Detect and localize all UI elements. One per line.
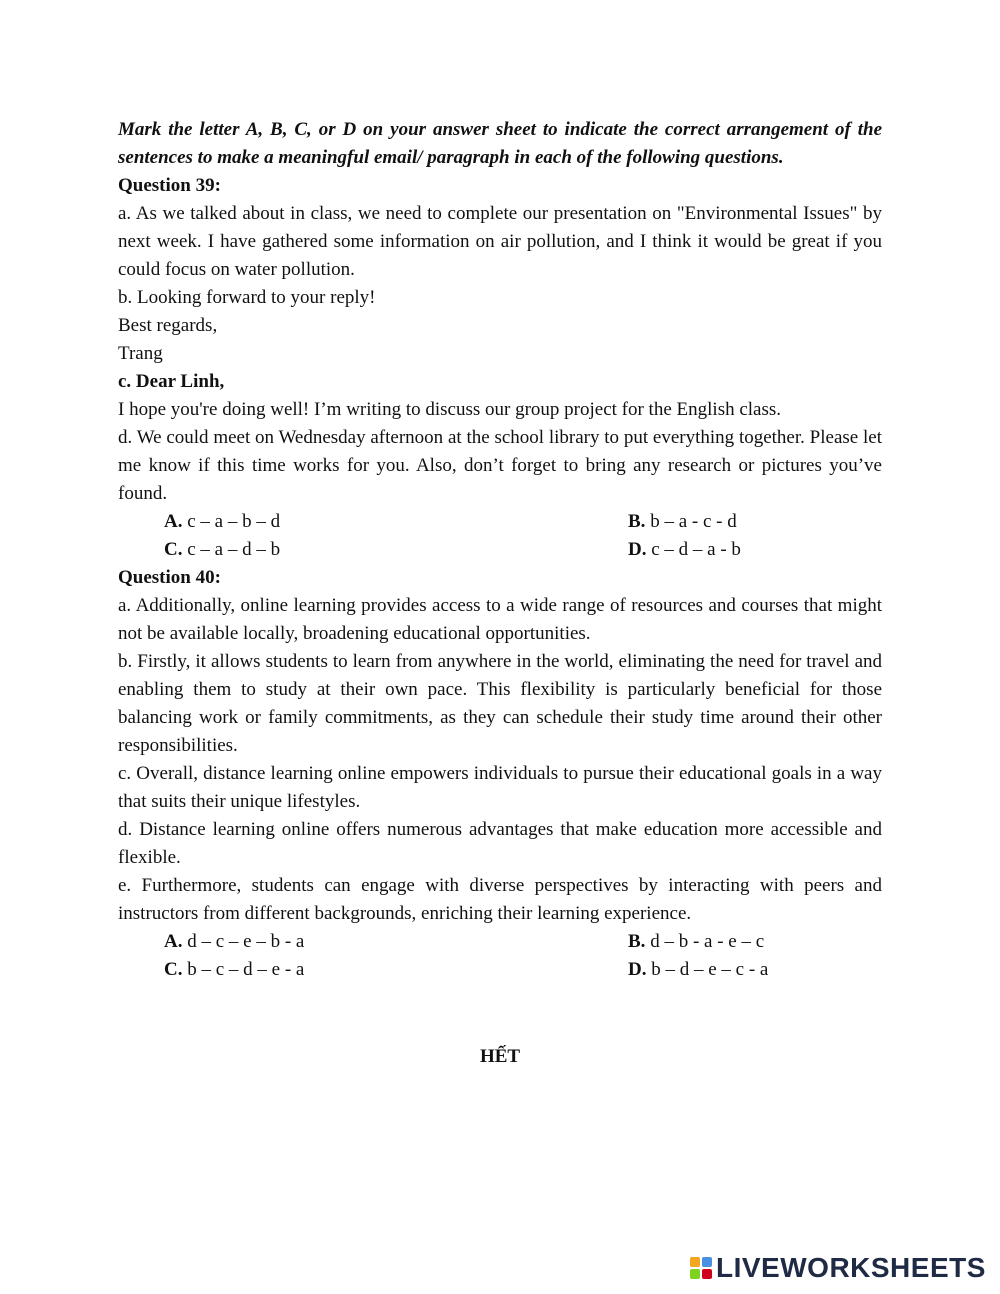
q40-option-a[interactable] [164,928,628,956]
instruction-text: Mark the letter A, B, C, or D on your answer sheet to indicate the correct arrangement of the sentences to make a meaningful email/ paragraph in each of the following questions. [118,119,882,168]
q39-options [118,508,882,564]
option-letter: D. [628,539,647,560]
q40-sentence-d: d. Distance learning online offers numerous advantages that make education more accessible and flexible. [118,819,882,868]
worksheet-body [118,116,882,984]
question-40 [118,564,882,984]
q39-closing: Best regards, [118,315,218,336]
brand-block [702,1269,712,1279]
q39-sentence-d: d. We could meet on Wednesday afternoon at the school library to put everything together. Please let me know if this time works for you. Also, don’t forget to bring any research or pictures you’ve found. [118,427,882,504]
q39-signature: Trang [118,343,163,364]
q40-sentence-a: a. Additionally, online learning provides access to a wide range of resources and courses that might not be available locally, broadening educational opportunities. [118,595,882,644]
q40-option-b[interactable] [628,928,878,956]
option-text: b – c – d – e - a [187,959,305,980]
brand-block [702,1257,712,1267]
option-text: c – a – b – d [187,511,281,532]
q40-sentence-c: c. Overall, distance learning online empowers individuals to pursue their educational goals in a way that suits their unique lifestyles. [118,763,882,812]
liveworksheets-logo [690,1253,986,1283]
q40-option-d[interactable] [628,956,878,984]
q39-option-c[interactable] [164,536,628,564]
q40-sentence-e: e. Furthermore, students can engage with diverse perspectives by interacting with peers and instructors from different backgrounds, enriching their learning experience. [118,875,882,924]
question-40-heading: Question 40: [118,567,221,588]
brand-text: LIVEWORKSHEETS [716,1252,986,1283]
option-text: b – d – e – c - a [651,959,769,980]
option-letter: C. [164,539,183,560]
brand-block [690,1257,700,1267]
option-letter: A. [164,931,183,952]
question-39-heading: Question 39: [118,175,221,196]
option-text: d – c – e – b - a [187,931,305,952]
option-letter: B. [628,511,646,532]
option-letter: C. [164,959,183,980]
q39-sentence-b: b. Looking forward to your reply! [118,287,376,308]
q39-sentence-a: a. As we talked about in class, we need to complete our presentation on "Environmental Issues" by next week. I have gathered some information on air pollution, and I think it would be great if you could focus on water pollution. [118,203,882,280]
q40-options [118,928,882,984]
option-letter: B. [628,931,646,952]
option-text: b – a - c - d [650,511,737,532]
option-text: c – a – d – b [187,539,281,560]
brand-block [690,1269,700,1279]
option-letter: A. [164,511,183,532]
end-mark: HẾT [479,1046,521,1067]
q39-greeting: c. Dear Linh, [118,371,225,392]
option-text: c – d – a - b [651,539,741,560]
option-text: d – b - a - e – c [650,931,765,952]
q39-option-a[interactable] [164,508,628,536]
q39-option-d[interactable] [628,536,878,564]
q39-option-b[interactable] [628,508,878,536]
q39-sentence-c: I hope you're doing well! I’m writing to discuss our group project for the English class. [118,399,782,420]
option-letter: D. [628,959,647,980]
q40-option-c[interactable] [164,956,628,984]
brand-blocks-icon [690,1257,712,1279]
q40-sentence-b: b. Firstly, it allows students to learn from anywhere in the world, eliminating the need for travel and enabling them to study at their own pace. This flexibility is particularly beneficial for those balancing work or family commitments, as they can schedule their study time around their other responsibilities. [118,651,882,756]
question-39 [118,172,882,564]
